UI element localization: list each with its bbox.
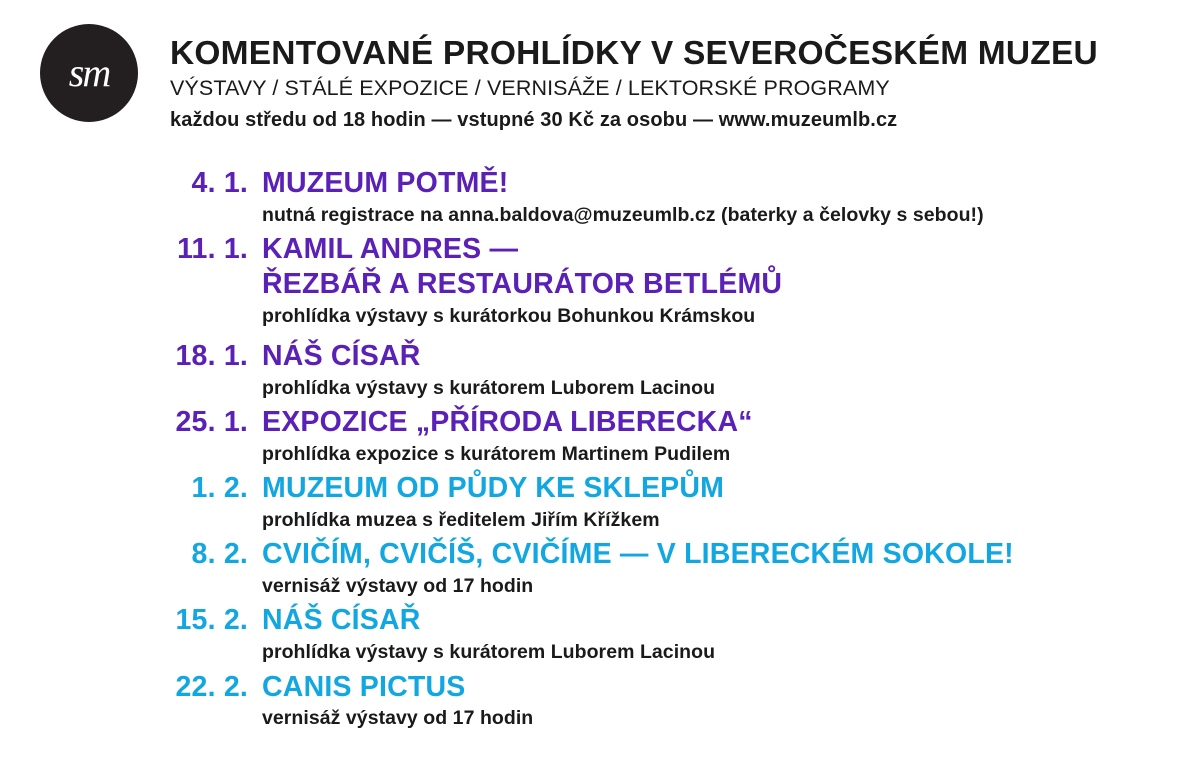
program-event	[0, 232, 1192, 329]
event-title	[262, 603, 1192, 638]
program-event	[0, 405, 1192, 467]
event-body	[262, 603, 1192, 665]
event-note: prohlídka expozice s kurátorem Martinem Pudilem	[262, 442, 731, 465]
event-body	[262, 339, 1192, 401]
event-title-line1: MUZEUM OD PŮDY KE SKLEPŮM	[262, 472, 725, 505]
event-body	[262, 471, 1192, 533]
program-event	[0, 166, 1192, 228]
logo-monogram: sm	[68, 50, 110, 95]
event-date: 15. 2.	[175, 604, 248, 637]
event-date: 4. 1.	[191, 167, 248, 200]
program-event	[0, 603, 1192, 665]
event-title-line2: ŘEZBÁŘ A RESTAURÁTOR BETLÉMŮ	[262, 267, 783, 300]
event-note: prohlídka muzea s ředitelem Jiřím Křížkem	[262, 509, 660, 532]
event-date: 8. 2.	[191, 538, 248, 571]
event-title	[262, 471, 1192, 506]
program-event	[0, 537, 1192, 599]
event-note: prohlídka výstavy s kurátorem Luborem Lacinou	[262, 641, 716, 664]
event-title	[262, 166, 1192, 201]
program-event	[0, 471, 1192, 533]
event-title-line1: CANIS PICTUS	[262, 670, 466, 703]
program-event	[0, 670, 1192, 732]
poster-header	[0, 0, 1192, 132]
event-title	[262, 339, 1192, 374]
event-note: vernisáž výstavy od 17 hodin	[262, 707, 534, 730]
event-body	[262, 166, 1192, 228]
event-body	[262, 405, 1192, 467]
page-info-line: každou středu od 18 hodin — vstupné 30 Kč za osobu — www.muzeumlb.cz	[170, 109, 898, 132]
museum-logo	[40, 24, 138, 122]
event-date: 22. 2.	[175, 670, 248, 703]
event-title-line1: EXPOZICE „PŘÍRODA LIBERECKA“	[262, 406, 753, 439]
event-date: 25. 1.	[175, 406, 248, 439]
event-date: 1. 2.	[191, 472, 248, 505]
event-title-line1: NÁŠ CÍSAŘ	[262, 604, 421, 637]
event-title-line1: NÁŠ CÍSAŘ	[262, 340, 421, 373]
event-date: 18. 1.	[175, 340, 248, 373]
event-title	[262, 232, 1192, 302]
program-list	[0, 166, 1192, 732]
page-title: KOMENTOVANÉ PROHLÍDKY V SEVEROČESKÉM MUZEU	[170, 35, 1098, 72]
event-title-line1: MUZEUM POTMĚ!	[262, 167, 509, 200]
event-title	[262, 670, 1192, 705]
event-title	[262, 537, 1192, 572]
event-date: 11. 1.	[177, 233, 248, 266]
event-note: prohlídka výstavy s kurátorem Luborem Lacinou	[262, 376, 716, 399]
event-note: vernisáž výstavy od 17 hodin	[262, 575, 534, 598]
event-title-line1: CVIČÍM, CVIČÍŠ, CVIČÍME — V LIBERECKÉM SOKOLE!	[262, 538, 1014, 571]
event-title-line1: KAMIL ANDRES —	[262, 233, 519, 266]
page-subtitle: VÝSTAVY / STÁLÉ EXPOZICE / VERNISÁŽE / LEKTORSKÉ PROGRAMY	[170, 76, 890, 101]
event-body	[262, 670, 1192, 732]
event-note: prohlídka výstavy s kurátorkou Bohunkou Krámskou	[262, 304, 756, 327]
event-body	[262, 537, 1192, 599]
event-body	[262, 232, 1192, 329]
event-title	[262, 405, 1192, 440]
header-text-block	[170, 20, 1098, 132]
program-event	[0, 339, 1192, 401]
event-note: nutná registrace na anna.baldova@muzeumlb.cz (baterky a čelovky s sebou!)	[262, 203, 984, 226]
